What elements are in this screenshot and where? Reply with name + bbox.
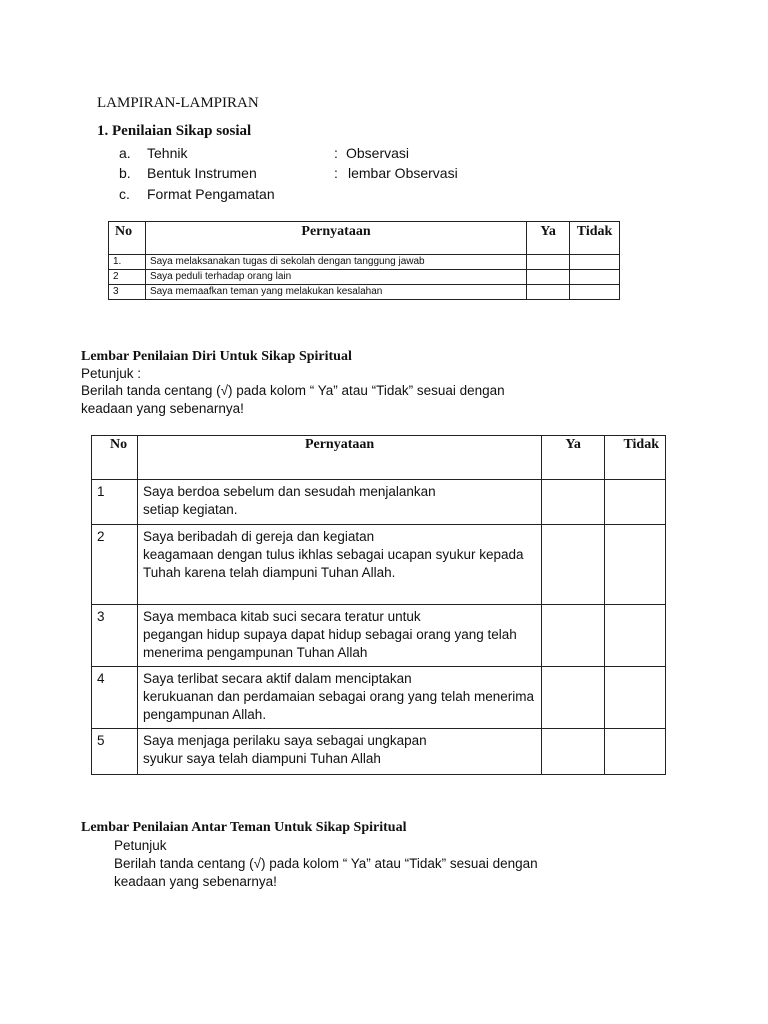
document-heading: LAMPIRAN-LAMPIRAN xyxy=(97,95,259,111)
section2-title: Lembar Penilaian Diri Untuk Sikap Spiritual xyxy=(81,349,352,364)
row-number: 1 xyxy=(92,480,138,525)
header-tidak: Tidak xyxy=(605,436,666,480)
tidak-cell[interactable] xyxy=(570,270,620,285)
row-statement: Saya terlibat secara aktif dalam menciptakan kerukuanan dan perdamaian sebagai orang yang telah menerima pengampunan Allah. xyxy=(137,667,541,729)
section1-title: 1. Penilaian Sikap sosial xyxy=(97,123,252,139)
row-statement: Saya melaksanakan tugas di sekolah dengan tanggung jawab xyxy=(145,255,526,270)
row-number: 2 xyxy=(109,270,146,285)
header-no: No xyxy=(92,436,138,480)
table-row xyxy=(109,270,620,285)
section3-instruction: Berilah tanda centang (√) pada kolom “ Ya” atau “Tidak” sesuai dengan xyxy=(114,856,538,871)
table-row xyxy=(92,605,666,667)
row-number: 3 xyxy=(92,605,138,667)
row-statement: Saya memaafkan teman yang melakukan kesalahan xyxy=(145,285,526,300)
row-number: 4 xyxy=(92,667,138,729)
item-letter: a. xyxy=(119,145,131,161)
header-statement: Pernyataan xyxy=(145,222,526,255)
header-no: No xyxy=(109,222,146,255)
ya-cell[interactable] xyxy=(527,285,570,300)
tidak-cell[interactable] xyxy=(605,729,666,775)
tidak-cell[interactable] xyxy=(570,285,620,300)
ya-cell[interactable] xyxy=(542,605,605,667)
ya-cell[interactable] xyxy=(542,525,605,605)
row-number: 2 xyxy=(92,525,138,605)
item-separator: : xyxy=(334,165,338,181)
table-row xyxy=(92,729,666,775)
table-row xyxy=(92,480,666,525)
item-label: Format Pengamatan xyxy=(147,186,275,202)
section2-instruction-label: Petunjuk : xyxy=(81,366,142,381)
item-separator: : xyxy=(334,145,338,161)
header-tidak: Tidak xyxy=(570,222,620,255)
table-row xyxy=(109,285,620,300)
row-number: 3 xyxy=(109,285,146,300)
item-letter: c. xyxy=(119,186,130,202)
self-assessment-table xyxy=(91,435,666,775)
item-letter: b. xyxy=(119,165,131,181)
section2-instruction: Berilah tanda centang (√) pada kolom “ Ya” atau “Tidak” sesuai dengan xyxy=(81,383,505,398)
row-statement: Saya berdoa sebelum dan sesudah menjalankan setiap kegiatan. xyxy=(137,480,541,525)
table-row xyxy=(92,525,666,605)
table-header-row xyxy=(92,436,666,480)
tidak-cell[interactable] xyxy=(605,525,666,605)
tidak-cell[interactable] xyxy=(605,667,666,729)
item-label: Bentuk Instrumen xyxy=(147,165,257,181)
table-row xyxy=(109,255,620,270)
ya-cell[interactable] xyxy=(527,270,570,285)
ya-cell[interactable] xyxy=(527,255,570,270)
item-label: Tehnik xyxy=(147,145,188,161)
row-number: 5 xyxy=(92,729,138,775)
social-attitude-table xyxy=(108,221,620,300)
row-statement: Saya peduli terhadap orang lain xyxy=(145,270,526,285)
tidak-cell[interactable] xyxy=(605,480,666,525)
section2-instruction-cont: keadaan yang sebenarnya! xyxy=(81,401,244,416)
tidak-cell[interactable] xyxy=(570,255,620,270)
item-value: Observasi xyxy=(346,145,410,161)
row-statement: Saya membaca kitab suci secara teratur untuk pegangan hidup supaya dapat hidup sebagai orang yang telah menerima pengampunan Tuhan Allah xyxy=(137,605,541,667)
header-ya: Ya xyxy=(542,436,605,480)
ya-cell[interactable] xyxy=(542,667,605,729)
row-number: 1. xyxy=(109,255,146,270)
row-statement: Saya beribadah di gereja dan kegiatan keagamaan dengan tulus ikhlas sebagai ucapan syukur kepada Tuhah karena telah diampuni Tuhan Allah. xyxy=(137,525,541,605)
section3-instruction-label: Petunjuk xyxy=(114,838,167,853)
header-ya: Ya xyxy=(527,222,570,255)
table-header-row xyxy=(109,222,620,255)
section3-title: Lembar Penilaian Antar Teman Untuk Sikap Spiritual xyxy=(81,820,407,835)
ya-cell[interactable] xyxy=(542,729,605,775)
section3-instruction-cont: keadaan yang sebenarnya! xyxy=(114,874,277,889)
item-value: lembar Observasi xyxy=(348,165,458,181)
tidak-cell[interactable] xyxy=(605,605,666,667)
ya-cell[interactable] xyxy=(542,480,605,525)
header-statement: Pernyataan xyxy=(137,436,541,480)
row-statement: Saya menjaga perilaku saya sebagai ungkapan syukur saya telah diampuni Tuhan Allah xyxy=(137,729,541,775)
table-row xyxy=(92,667,666,729)
